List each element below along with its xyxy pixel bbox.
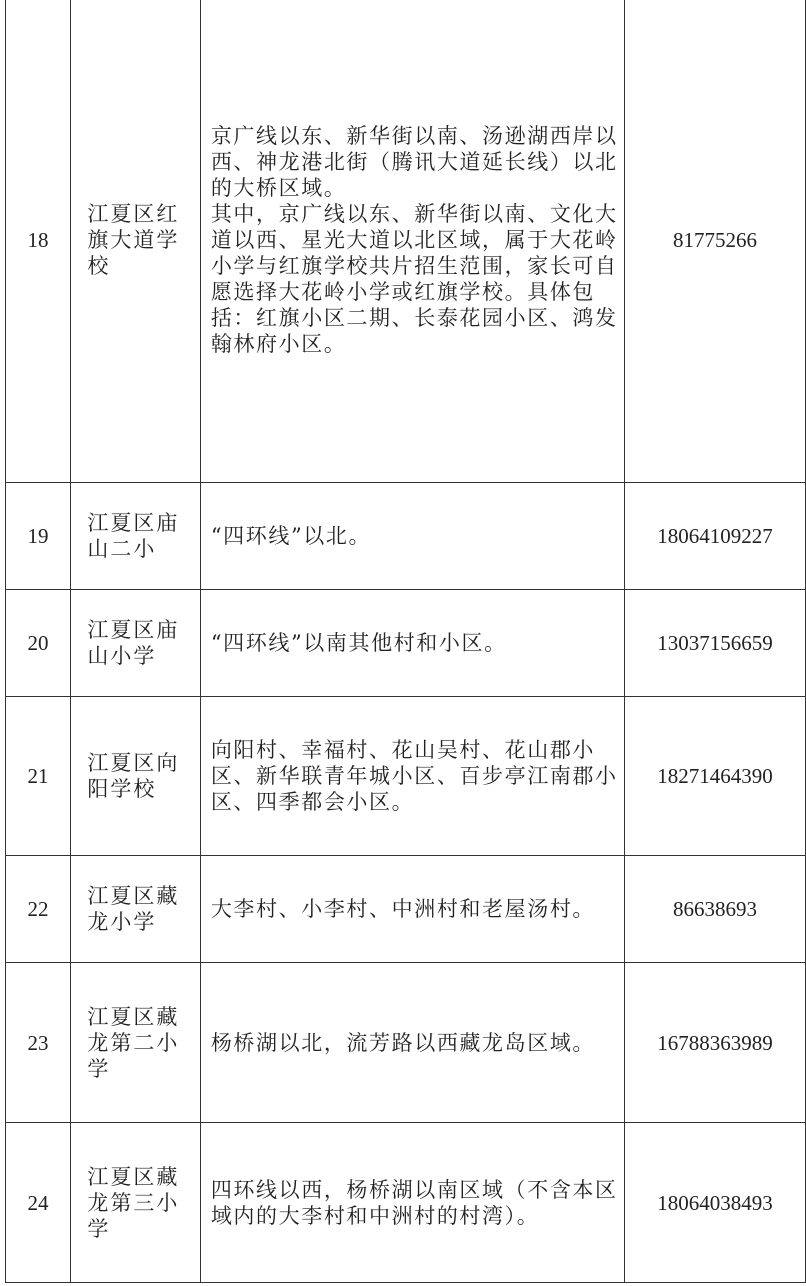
phone-number: 13037156659 (625, 590, 806, 697)
phone-number: 18064038493 (625, 1123, 806, 1283)
enrollment-area: 四环线以西，杨桥湖以南区域（不含本区域内的大李村和中洲村的村湾）。 (210, 1177, 618, 1228)
phone-number: 86638693 (625, 856, 806, 963)
school-name: 江夏区藏龙第三小学 (87, 1164, 180, 1241)
school-name: 江夏区庙山小学 (87, 618, 180, 668)
row-number: 24 (6, 1123, 71, 1283)
enrollment-area: “四环线”以北。 (210, 524, 372, 548)
table-row (6, 856, 806, 963)
enrollment-area: 大李村、小李村、中洲村和老屋汤村。 (210, 897, 596, 921)
table-row (6, 963, 806, 1123)
phone-number: 16788363989 (625, 963, 806, 1123)
school-name: 江夏区庙山二小 (87, 511, 180, 561)
enrollment-area: 向阳村、幸福村、花山吴村、花山郡小区、新华联青年城小区、百步亭江南郡小区、四季都会小区。 (210, 738, 618, 814)
row-number: 18 (6, 0, 71, 483)
phone-number: 18064109227 (625, 483, 806, 590)
school-name: 江夏区藏龙第二小学 (87, 1004, 180, 1081)
table-row (6, 697, 806, 856)
enrollment-area: 杨桥湖以北，流芳路以西藏龙岛区域。 (210, 1030, 596, 1055)
table-row (6, 590, 806, 697)
row-number: 19 (6, 483, 71, 590)
row-number: 20 (6, 590, 71, 697)
table-row (6, 0, 806, 483)
enrollment-area-note: 其中，京广线以东、新华街以南、文化大道以西、星光大道以北区域，属于大花岭小学与红旗学校共片招生范围，家长可自愿选择大花岭小学或红旗学校。具体包括：红旗小区二期、长泰花园小区、鸿发翰林府小区。 (210, 201, 618, 356)
school-name: 江夏区红旗大道学校 (87, 201, 180, 278)
enrollment-area: 京广线以东、新华街以南、汤逊湖西岸以西、神龙港北街（腾讯大道延长线）以北的大桥区域。 (210, 123, 618, 200)
school-name: 江夏区向阳学校 (87, 751, 180, 801)
table-row (6, 483, 806, 590)
row-number: 21 (6, 697, 71, 856)
phone-number: 81775266 (625, 0, 806, 483)
school-name: 江夏区藏龙小学 (87, 884, 180, 934)
enrollment-area: “四环线”以南其他村和小区。 (210, 631, 507, 655)
phone-number: 18271464390 (625, 697, 806, 856)
row-number: 22 (6, 856, 71, 963)
school-district-table (5, 0, 806, 1283)
row-number: 23 (6, 963, 71, 1123)
table-row (6, 1123, 806, 1283)
